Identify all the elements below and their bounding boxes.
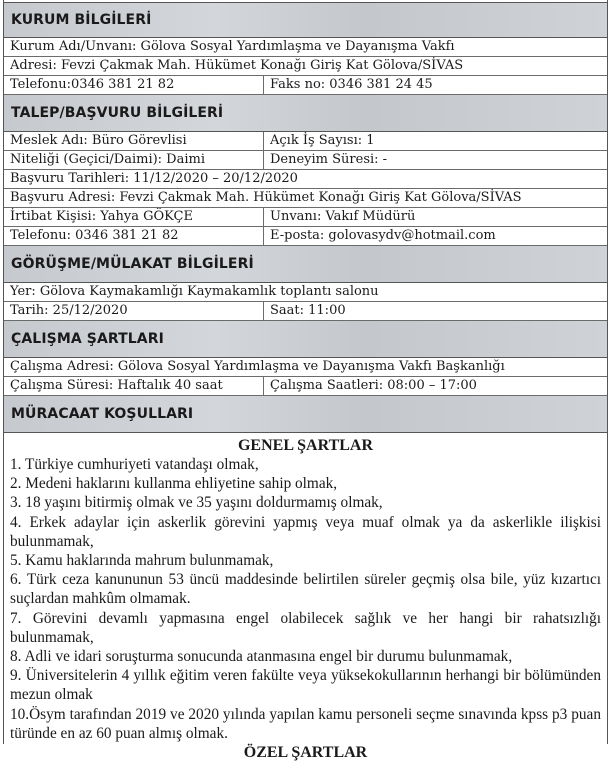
condition-item: 9. Üniversitelerin 4 yıllık eğitim veren fakülte veya yüksekokullarının herhangi bir bölümünden mezun olmak [10,667,601,704]
section-heading-kurum: KURUM BİLGİLERİ [4,2,607,38]
contact-email[interactable]: E-posta: golovasydv@hotmail.com [270,228,496,243]
contact-title: Unvanı: Vakıf Müdürü [270,209,416,224]
table-row [4,170,607,189]
work-duration: Çalışma Süresi: Haftalık 40 saat [4,377,264,395]
table-row [4,302,607,321]
section-heading-calisma: ÇALIŞMA ŞARTLARI [4,321,607,358]
contact-person: İrtibat Kişisi: Yahya GÖKÇE [4,208,264,226]
condition-item: 10.Ösym tarafından 2019 ve 2020 yılında yapılan kamu personeli seçme sınavında kpss p3 puan türünde en az 60 puan almış olmak. [10,705,601,742]
conditions-block [4,436,607,762]
table-row [4,358,607,377]
job-posting-document [3,0,608,762]
general-conditions-title: GENEL ŞARTLAR [237,437,374,454]
condition-item: 7. Görevini devamlı yapmasına engel olabilecek sağlık ve her hangi bir rahatsızlığı bulunmamak, [10,609,601,646]
condition-item: 1. Türkiye cumhuriyeti vatandaşı olmak, [10,456,259,473]
application-dates: Başvuru Tarihleri: 11/12/2020 – 20/12/2020 [10,171,298,186]
work-hours: Çalışma Saatleri: 08:00 – 17:00 [270,378,477,393]
position-type: Niteliği (Geçici/Daimi): Daimi [4,151,264,169]
interview-place: Yer: Gölova Kaymakamlığı Kaymakamlık toplantı salonu [10,284,379,299]
table-row [4,189,607,208]
table-row [4,38,607,57]
institution-phone: Telefonu:0346 381 21 82 [4,76,264,94]
institution-fax: Faks no: 0346 381 24 45 [270,77,433,92]
section-heading-gorusme: GÖRÜŞME/MÜLAKAT BİLGİLERİ [4,246,607,283]
table-row [4,151,607,170]
open-positions: Açık İş Sayısı: 1 [270,133,375,148]
institution-name: Kurum Adı/Unvanı: Gölova Sosyal Yardımlaşma ve Dayanışma Vakfı [10,39,455,54]
application-address: Başvuru Adresi: Fevzi Çakmak Mah. Hükümet Konağı Giriş Kat Gölova/SİVAS [10,190,522,205]
contact-phone: Telefonu: 0346 381 21 82 [4,227,264,245]
experience-duration: Deneyim Süresi: - [270,152,388,167]
table-row [4,76,607,95]
condition-item: 4. Erkek adaylar için askerlik görevini yapmış veya muaf olmak ya da askerlikle ilişkisi bulunmamak, [10,513,601,550]
table-row [4,208,607,227]
condition-item: 3. 18 yaşını bitirmiş olmak ve 35 yaşını doldurmamış olmak, [10,494,383,512]
condition-item: 5. Kamu haklarında mahrum bulunmamak, [10,552,274,570]
section-heading-muracaat: MÜRACAAT KOŞULLARI [4,396,607,433]
condition-item: 6. Türk ceza kanununun 53 üncü maddesinde belirtilen süreler geçmiş olsa bile, yüz kızartıcı suçlardan mahkûm olmamak. [10,571,601,608]
interview-time: Saat: 11:00 [270,303,346,318]
condition-item: 2. Medeni haklarını kullanma ehliyetine sahip olmak, [10,475,338,493]
occupation-name: Meslek Adı: Büro Görevlisi [4,132,264,150]
special-conditions-title: ÖZEL ŞARTLAR [243,744,368,762]
table-row [4,283,607,302]
table-row [4,132,607,151]
work-address: Çalışma Adresi: Gölova Sosyal Yardımlaşma ve Dayanışma Vakfı Başkanlığı [10,359,505,374]
table-row [4,227,607,246]
interview-date: Tarih: 25/12/2020 [4,302,264,320]
table-row [4,377,607,396]
table-row [4,57,607,76]
section-heading-talep: TALEP/BAŞVURU BİLGİLERİ [4,95,607,132]
institution-address: Adresi: Fevzi Çakmak Mah. Hükümet Konağı Giriş Kat Gölova/SİVAS [10,58,464,73]
condition-item: 8. Adli ve idari soruşturma sonucunda atanmasına engel bir durumu bulunmamak, [10,648,513,666]
